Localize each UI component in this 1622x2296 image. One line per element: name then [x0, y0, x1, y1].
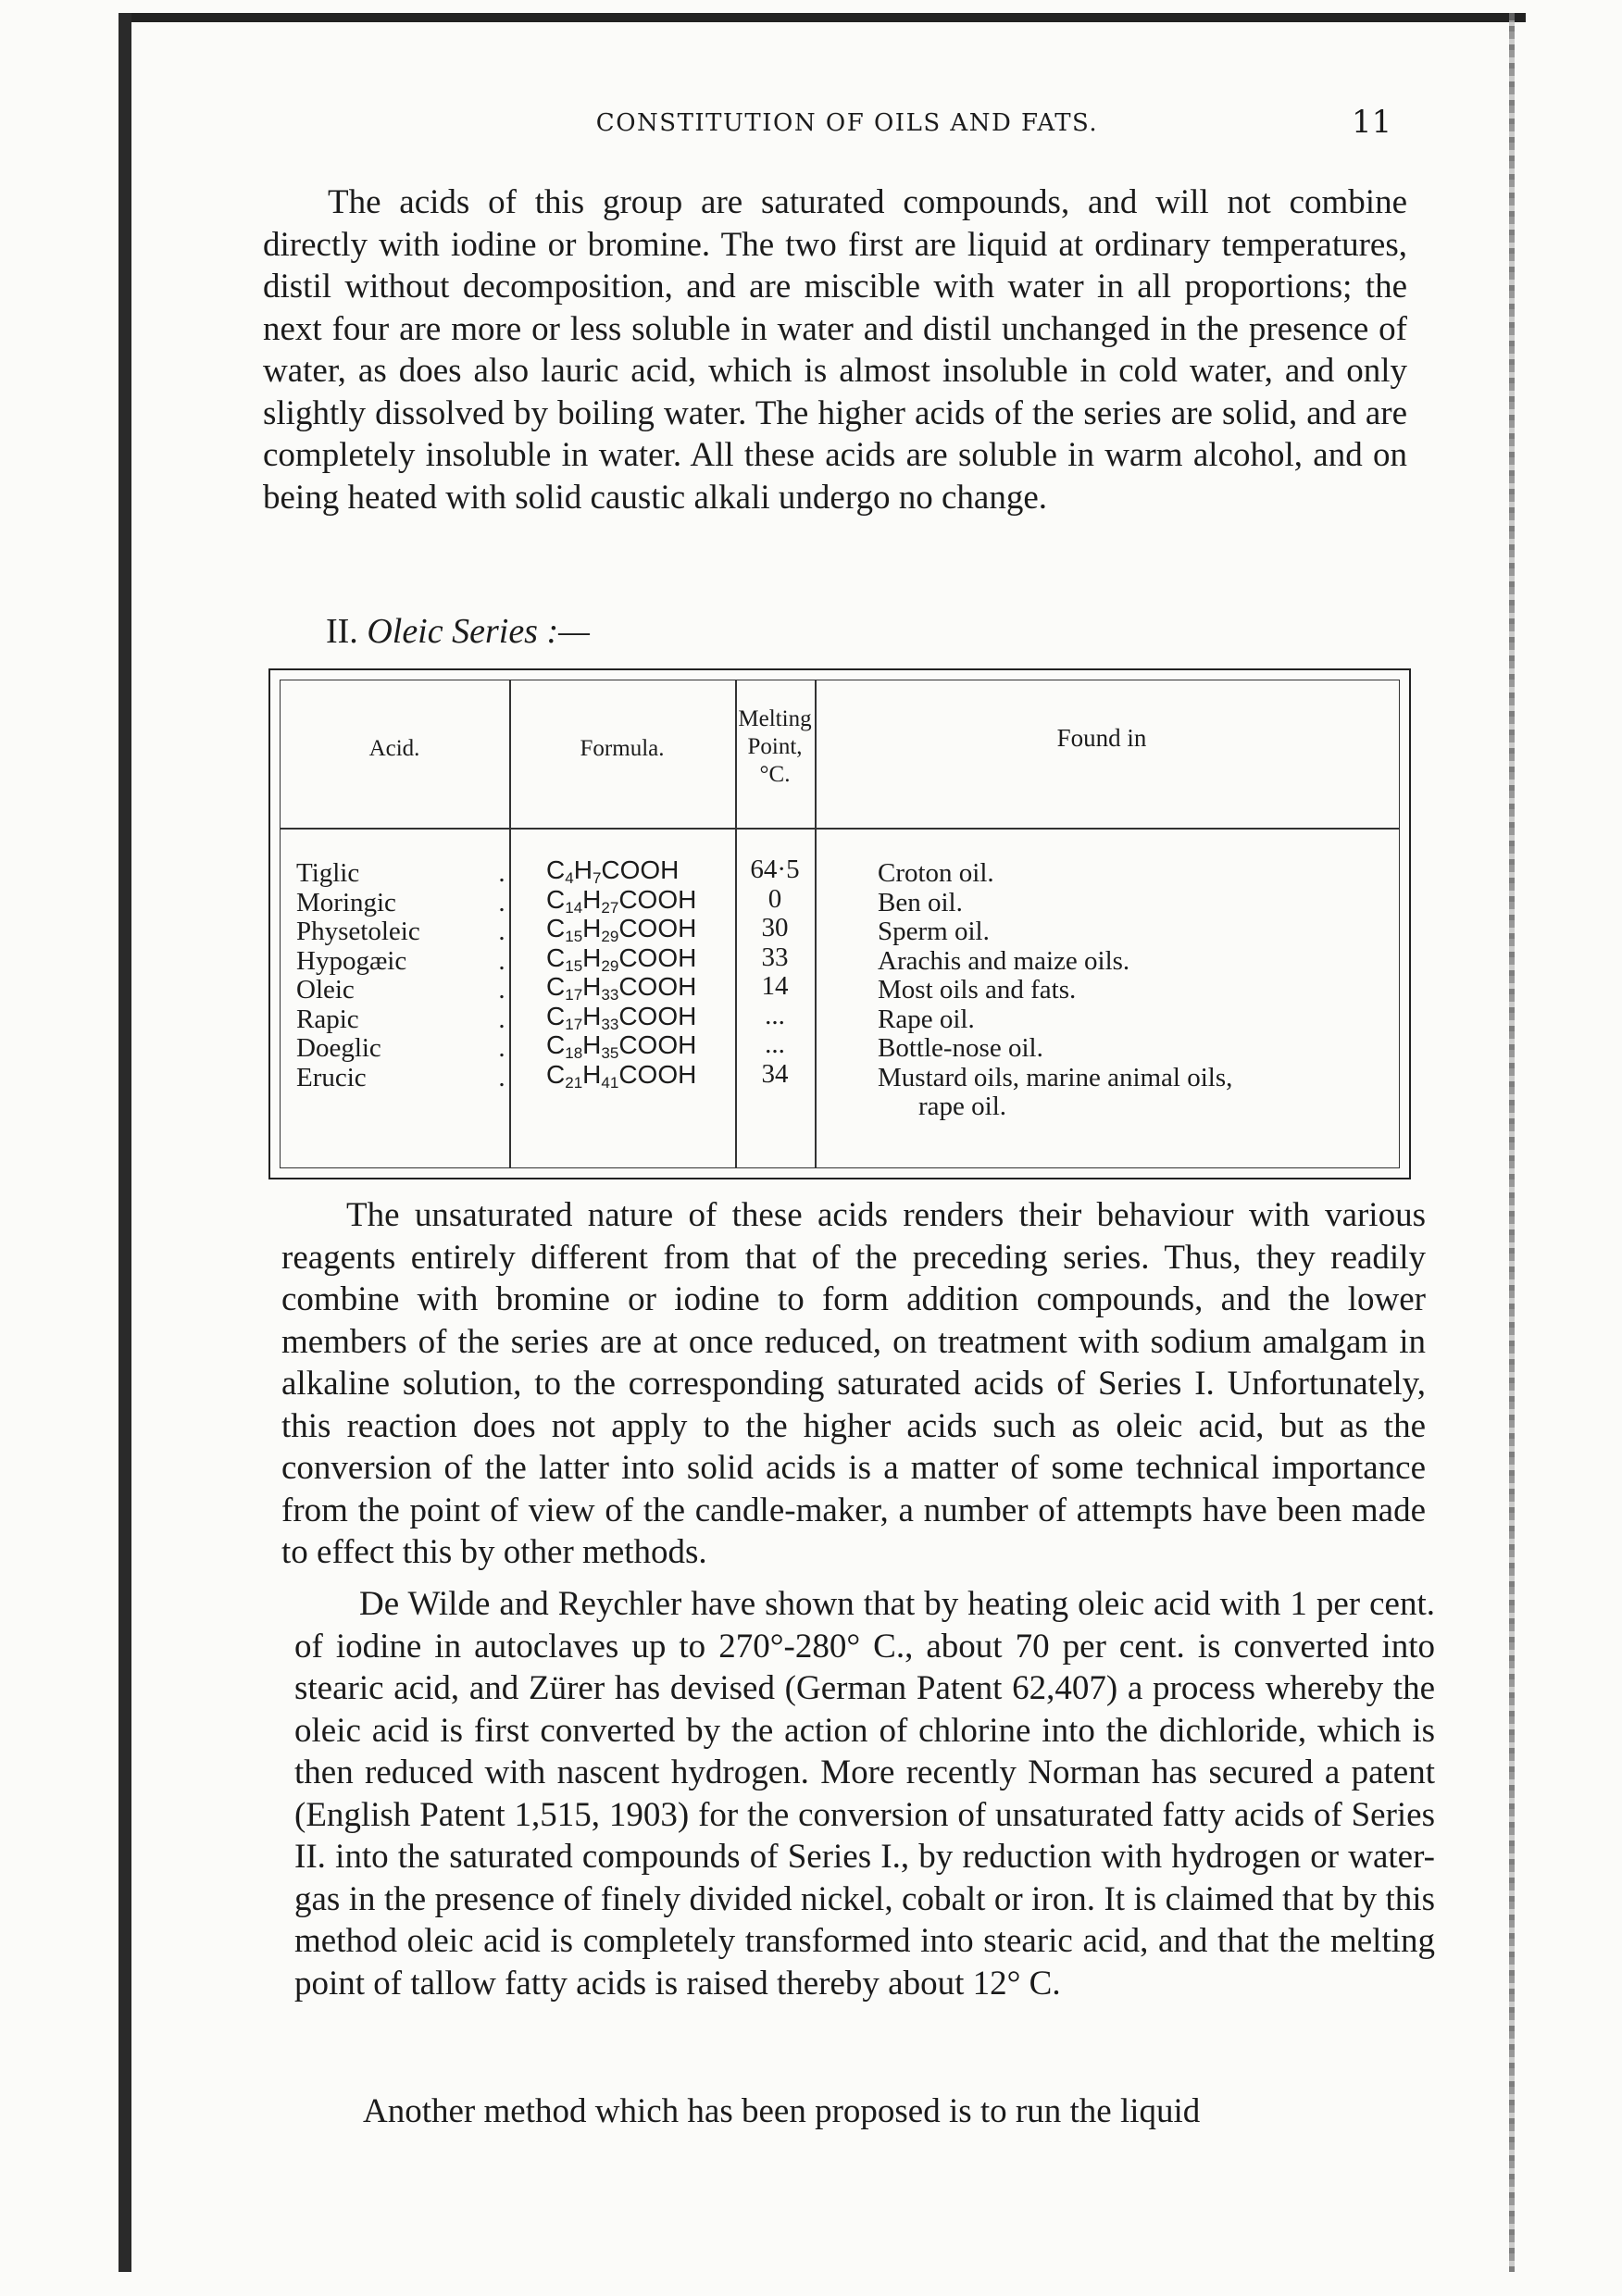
found-in: Most oils and fats. — [878, 975, 1077, 1004]
oleic-series-table — [268, 668, 1411, 1179]
dot-leader: . — [498, 1033, 505, 1063]
dot-leader: . — [498, 975, 505, 1004]
melting-point: 14 — [761, 971, 789, 1001]
melting-point: 64·5 — [750, 855, 800, 884]
formula: $C_{14}H_{27}COOH$ — [546, 884, 697, 917]
dot-leader: . — [498, 1062, 505, 1092]
acid-name: Erucic — [296, 1062, 367, 1092]
formula: $C_{15}H_{29}COOH$ — [546, 914, 697, 945]
table-column-rule — [815, 680, 817, 1168]
found-in: Ben oil. — [878, 887, 963, 917]
page-border-left — [119, 13, 131, 2272]
acid-name: Oleic — [296, 975, 355, 1004]
dot-leader: . — [498, 858, 505, 888]
acid-name: Moringic — [296, 887, 396, 917]
dot-leader: . — [498, 917, 505, 946]
header-acid: Acid. — [368, 736, 420, 761]
acid-name: Physetoleic — [296, 917, 420, 946]
melting-point: 30 — [761, 913, 789, 942]
found-in: Rape oil. — [878, 1004, 975, 1034]
dot-leader: . — [498, 945, 505, 976]
acid-name: Rapic — [296, 1004, 359, 1034]
page-edge-right — [1509, 13, 1515, 2272]
section-title: Oleic Series :— — [367, 612, 590, 651]
paragraph-de-wilde: De Wilde and Reychler have shown that by heating oleic acid with 1 per cent. of iodine in autoclaves up to 270°-280° C., about 70 per cent. is converted into stearic acid, and Zürer has devised (German Patent 62,407) a process whereby the oleic acid is first converted by the action of chlorine into the dichloride, which is then reduced with nascent hydrogen. More recently Norman has secured a patent (English Patent 1,515, 1903) for the conversion of unsaturated fatty acids of Series II. into the saturated compounds of Series I., by reduction with hydrogen or water-gas in the presence of finely divided nickel, cobalt or iron. It is claimed that by this method oleic acid is completely transformed into stearic acid, and that the melting point of tallow fatty acids is raised thereby about 12° C. — [294, 1585, 1435, 2003]
melting-point: 34 — [761, 1058, 789, 1089]
formula: $C_4H_7COOH$ — [546, 855, 680, 887]
found-in: Bottle-nose oil. — [878, 1033, 1043, 1063]
acid-name: Tiglic — [296, 858, 360, 888]
table-header-rule — [280, 828, 1400, 830]
found-in: Mustard oils, marine animal oils, — [878, 1062, 1233, 1092]
found-in: Arachis and maize oils. — [878, 945, 1130, 976]
melting-point: ... — [765, 1029, 785, 1059]
dot-leader: . — [498, 1004, 505, 1034]
section-heading — [326, 611, 590, 652]
found-in: Croton oil. — [878, 858, 994, 888]
paragraph-another-method: Another method which has been proposed is to run the liquid — [363, 2092, 1201, 2130]
found-in: Sperm oil. — [878, 917, 990, 946]
header-formula: Formula. — [580, 736, 665, 761]
header-found-in: Found in — [1056, 724, 1147, 752]
formula: $C_{18}H_{35}COOH$ — [546, 1030, 697, 1062]
formula: $C_{17}H_{33}COOH$ — [546, 972, 697, 1004]
formula: $C_{21}H_{41}COOH$ — [546, 1059, 697, 1092]
acid-name: Hypogæic — [296, 945, 407, 976]
page-border-top — [119, 13, 1526, 22]
running-title: CONSTITUTION OF OILS AND FATS. — [595, 109, 1099, 137]
page-number: 11 — [1352, 104, 1392, 141]
dot-leader-column — [493, 859, 511, 1092]
section-numeral: II. — [326, 612, 358, 651]
melting-point: 0 — [767, 883, 782, 914]
acid-name: Doeglic — [296, 1033, 381, 1063]
header-melting-point: Melting Point, °C. — [738, 706, 812, 787]
found-in-continued: rape oil. — [918, 1092, 1007, 1121]
melting-point-column — [742, 855, 807, 1089]
formula: $C_{17}H_{33}COOH$ — [546, 1001, 697, 1033]
paragraph-saturated-acids: The acids of this group are saturated compounds, and will not combine directly with iodine or bromine. The two first are liquid at ordinary temperatures, distil without decomposition, and are miscible with water in all proportions; the next four are more or less soluble in water and distil unchanged in the presence of water, as does also lauric acid, which is almost insoluble in cold water, and only slightly dissolved by boiling water. The higher acids of the series are solid, and are completely insoluble in water. All these acids are soluble in warm alcohol, and on being heated with solid caustic alkali undergo no change. — [263, 183, 1407, 517]
found-in-column — [878, 859, 1396, 1122]
formula-column — [546, 855, 750, 1092]
melting-point: ... — [765, 1000, 785, 1030]
melting-point: 33 — [761, 942, 789, 972]
dot-leader: . — [498, 887, 505, 917]
paragraph-unsaturated-nature: The unsaturated nature of these acids renders their behaviour with various reagents entirely different from that of the preceding series. Thus, they readily combine with bromine or iodine to form addition compounds, and the lower members of the series are at once reduced, on treatment with sodium amalgam in alkaline solution, to the corresponding saturated acids of Series I. Unfortunately, this reaction does not apply to the higher acids such as oleic acid, but as the conversion of the latter into solid acids is a matter of some technical importance from the point of view of the candle-maker, a number of attempts have been made to effect this by other methods. — [281, 1196, 1426, 1571]
acid-column — [296, 859, 509, 1092]
formula: $C_{15}H_{29}COOH$ — [546, 942, 697, 975]
